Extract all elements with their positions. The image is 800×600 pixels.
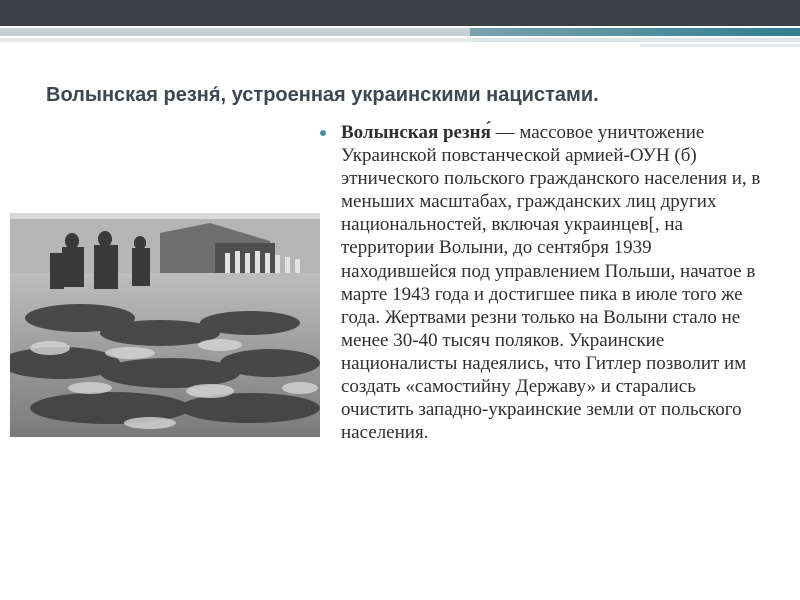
top-accent-line-short bbox=[640, 44, 800, 47]
bullet-body: — массовое уничтожение Украинской повстанческой армией-ОУН (б) этнического польского гражданского населения и, в меньших масштабах, гражданских лиц других национальностей, включая украинцев[, на территории Волыни, до сентября 1939 находившейся под управлением Польши, начатое в марте 1943 года и достигшее пика в июле того же года. Жертвами резни только на Волыни стало не менее 30-40 тысяч поляков. Украинские националисты надеялись, что Гитлер позволит им создать «самостийну Державу» и старались очистить западно-украинские земли от польского населения. bbox=[341, 122, 761, 444]
top-accent-line bbox=[0, 28, 800, 36]
bullet-paragraph bbox=[341, 121, 761, 444]
historical-photo bbox=[10, 213, 320, 437]
bullet-list bbox=[320, 121, 780, 444]
bullet-icon bbox=[320, 130, 326, 136]
slide-title: Волынская резня́, устроенная украинскими нацистами. bbox=[46, 84, 599, 106]
bullet-term: Волынская резня́ bbox=[341, 122, 491, 143]
top-accent-line-secondary bbox=[0, 38, 800, 42]
top-dark-band bbox=[0, 0, 800, 26]
